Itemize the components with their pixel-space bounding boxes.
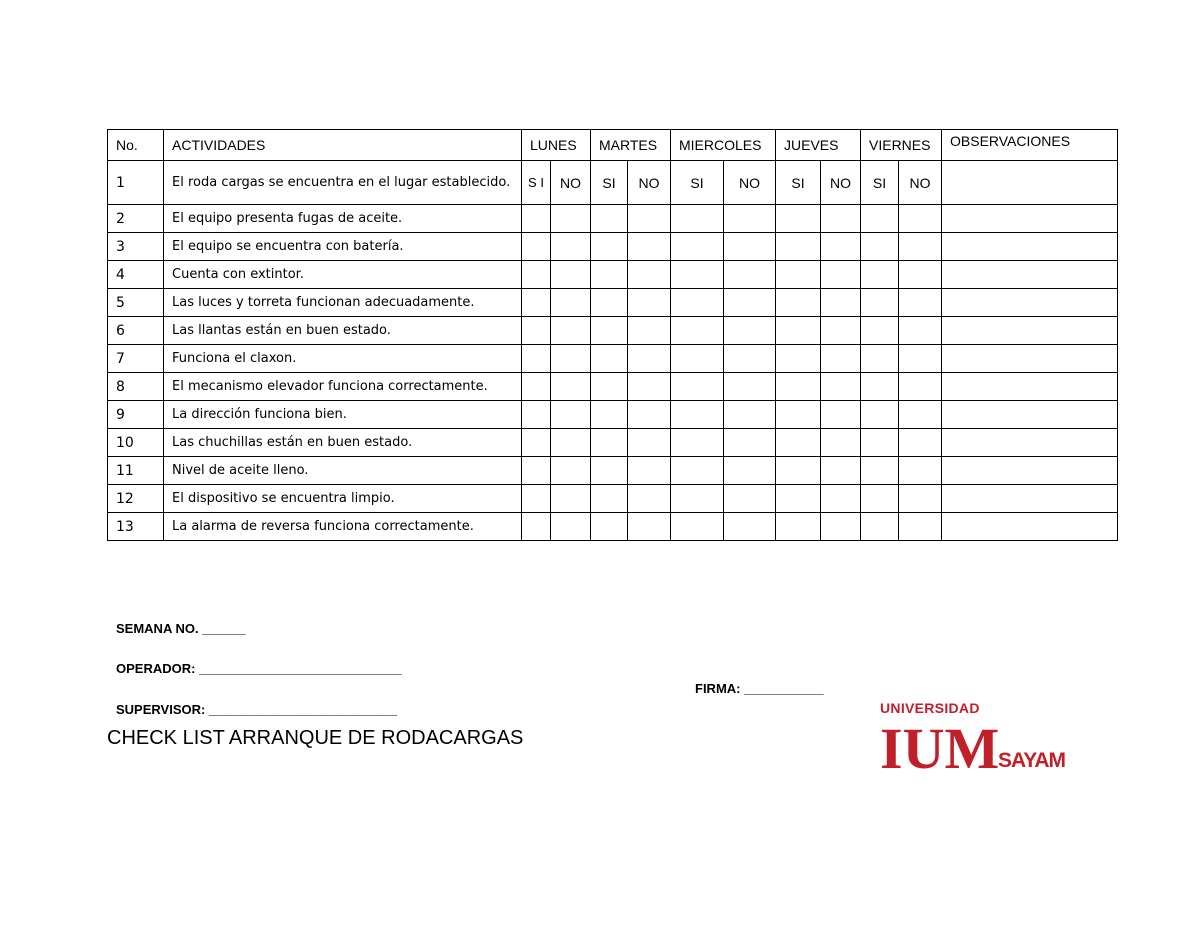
- row-number: 6: [108, 317, 164, 345]
- observation-cell[interactable]: [942, 205, 1118, 233]
- check-cell-si[interactable]: [861, 233, 899, 261]
- row-activity: El roda cargas se encuentra en el lugar establecido.: [164, 161, 522, 205]
- check-cell-no[interactable]: [821, 513, 861, 541]
- check-cell-si[interactable]: [591, 373, 628, 401]
- check-cell-no[interactable]: [628, 345, 671, 373]
- check-cell-si[interactable]: [591, 429, 628, 457]
- check-cell-no[interactable]: [821, 345, 861, 373]
- check-cell-no[interactable]: [628, 373, 671, 401]
- logo-side-text: SAYAM: [998, 749, 1065, 771]
- table-row: [108, 373, 1118, 401]
- check-cell-si[interactable]: [671, 261, 724, 289]
- table-row: [108, 317, 1118, 345]
- row-number: 12: [108, 485, 164, 513]
- check-cell-no[interactable]: [628, 289, 671, 317]
- check-cell-no[interactable]: [724, 205, 776, 233]
- row-activity: Las luces y torreta funcionan adecuadamente.: [164, 289, 522, 317]
- check-cell-si[interactable]: [591, 513, 628, 541]
- check-cell-si[interactable]: [671, 513, 724, 541]
- check-cell-si[interactable]: [591, 205, 628, 233]
- check-cell-no[interactable]: [551, 233, 591, 261]
- check-cell-no[interactable]: [551, 373, 591, 401]
- table-row: [108, 345, 1118, 373]
- check-cell-si[interactable]: [591, 261, 628, 289]
- check-cell-no[interactable]: [551, 289, 591, 317]
- check-cell-si[interactable]: [776, 205, 821, 233]
- university-logo: [880, 701, 1080, 775]
- check-cell-no[interactable]: [821, 401, 861, 429]
- row-number: 7: [108, 345, 164, 373]
- check-cell-si[interactable]: [861, 345, 899, 373]
- check-cell-no[interactable]: [551, 261, 591, 289]
- check-cell-si[interactable]: [776, 485, 821, 513]
- check-cell-si[interactable]: [522, 261, 551, 289]
- check-cell-no[interactable]: [899, 373, 942, 401]
- row-activity: El equipo presenta fugas de aceite.: [164, 205, 522, 233]
- check-cell-si[interactable]: SI: [671, 161, 724, 205]
- header-lunes: LUNES: [522, 130, 591, 161]
- row-activity: Las chuchillas están en buen estado.: [164, 429, 522, 457]
- row-number: 8: [108, 373, 164, 401]
- checklist-table: [107, 129, 1118, 541]
- check-cell-no[interactable]: [899, 485, 942, 513]
- check-cell-si[interactable]: [861, 205, 899, 233]
- table-row: [108, 261, 1118, 289]
- check-cell-si[interactable]: [776, 345, 821, 373]
- observation-cell[interactable]: [942, 401, 1118, 429]
- check-cell-si[interactable]: [776, 261, 821, 289]
- check-cell-no[interactable]: [899, 457, 942, 485]
- logo-top-text: UNIVERSIDAD: [880, 701, 980, 716]
- check-cell-si[interactable]: [522, 317, 551, 345]
- row-activity: Funciona el claxon.: [164, 345, 522, 373]
- check-cell-no[interactable]: [551, 429, 591, 457]
- check-cell-no[interactable]: [899, 205, 942, 233]
- table-row: [108, 485, 1118, 513]
- row-number: 1: [108, 161, 164, 205]
- semana-field: SEMANA NO. ______: [116, 621, 246, 636]
- check-cell-no[interactable]: NO: [628, 161, 671, 205]
- check-cell-no[interactable]: [551, 345, 591, 373]
- check-cell-si[interactable]: [776, 513, 821, 541]
- row-number: 4: [108, 261, 164, 289]
- check-cell-si[interactable]: [671, 345, 724, 373]
- row-number: 3: [108, 233, 164, 261]
- check-cell-si[interactable]: [776, 233, 821, 261]
- check-cell-no[interactable]: [551, 205, 591, 233]
- observation-cell[interactable]: [942, 345, 1118, 373]
- check-cell-si[interactable]: [776, 457, 821, 485]
- table-row: [108, 457, 1118, 485]
- check-cell-no[interactable]: [821, 457, 861, 485]
- check-cell-si[interactable]: [522, 289, 551, 317]
- check-cell-si[interactable]: [591, 345, 628, 373]
- check-cell-si[interactable]: [671, 457, 724, 485]
- check-cell-si[interactable]: [861, 485, 899, 513]
- check-cell-no[interactable]: NO: [899, 161, 942, 205]
- row-activity: Las llantas están en buen estado.: [164, 317, 522, 345]
- check-cell-si[interactable]: [861, 317, 899, 345]
- check-cell-no[interactable]: [724, 289, 776, 317]
- check-cell-si[interactable]: [591, 485, 628, 513]
- row-number: 5: [108, 289, 164, 317]
- check-cell-no[interactable]: [724, 429, 776, 457]
- check-cell-si[interactable]: [591, 289, 628, 317]
- check-cell-no[interactable]: [628, 317, 671, 345]
- check-cell-no[interactable]: [724, 457, 776, 485]
- check-cell-no[interactable]: [899, 261, 942, 289]
- check-cell-no[interactable]: [821, 429, 861, 457]
- check-cell-si[interactable]: [861, 513, 899, 541]
- observation-cell[interactable]: [942, 485, 1118, 513]
- check-cell-no[interactable]: [821, 485, 861, 513]
- check-cell-si[interactable]: [776, 317, 821, 345]
- check-cell-no[interactable]: [628, 485, 671, 513]
- header-viernes: VIERNES: [861, 130, 942, 161]
- table-row: [108, 233, 1118, 261]
- check-cell-no[interactable]: [551, 317, 591, 345]
- row-activity: La dirección funciona bien.: [164, 401, 522, 429]
- check-cell-si[interactable]: [861, 261, 899, 289]
- row-activity: Cuenta con extintor.: [164, 261, 522, 289]
- check-cell-si[interactable]: [591, 317, 628, 345]
- check-cell-no[interactable]: [899, 345, 942, 373]
- firma-field: FIRMA: ___________: [695, 681, 824, 696]
- check-cell-si[interactable]: [522, 457, 551, 485]
- check-cell-no[interactable]: [724, 373, 776, 401]
- observation-cell[interactable]: [942, 457, 1118, 485]
- observation-cell[interactable]: [942, 317, 1118, 345]
- observation-cell[interactable]: [942, 261, 1118, 289]
- check-cell-no[interactable]: [551, 401, 591, 429]
- check-cell-no[interactable]: [899, 513, 942, 541]
- check-cell-si[interactable]: [591, 233, 628, 261]
- check-cell-no[interactable]: [821, 261, 861, 289]
- check-cell-no[interactable]: [628, 261, 671, 289]
- check-cell-si[interactable]: [861, 373, 899, 401]
- check-cell-si[interactable]: SI: [591, 161, 628, 205]
- check-cell-no[interactable]: [821, 289, 861, 317]
- check-cell-no[interactable]: [628, 513, 671, 541]
- check-cell-si[interactable]: SI: [861, 161, 899, 205]
- check-cell-no[interactable]: [724, 513, 776, 541]
- check-cell-si[interactable]: [861, 429, 899, 457]
- table-row: [108, 289, 1118, 317]
- header-observaciones: OBSERVACIONES: [942, 130, 1118, 161]
- check-cell-si[interactable]: S I: [522, 161, 551, 205]
- document-title: CHECK LIST ARRANQUE DE RODACARGAS: [107, 727, 524, 749]
- row-activity: El equipo se encuentra con batería.: [164, 233, 522, 261]
- check-cell-si[interactable]: [591, 401, 628, 429]
- header-jueves: JUEVES: [776, 130, 861, 161]
- check-cell-si[interactable]: [776, 429, 821, 457]
- table-row: [108, 513, 1118, 541]
- row-activity: El mecanismo elevador funciona correctamente.: [164, 373, 522, 401]
- row-activity: El dispositivo se encuentra limpio.: [164, 485, 522, 513]
- check-cell-no[interactable]: [724, 485, 776, 513]
- check-cell-no[interactable]: [821, 373, 861, 401]
- check-cell-no[interactable]: [821, 317, 861, 345]
- check-cell-si[interactable]: [671, 429, 724, 457]
- row-number: 2: [108, 205, 164, 233]
- check-cell-si[interactable]: [591, 457, 628, 485]
- check-cell-si[interactable]: [522, 373, 551, 401]
- check-cell-si[interactable]: [776, 289, 821, 317]
- check-cell-si[interactable]: [776, 401, 821, 429]
- check-cell-no[interactable]: NO: [551, 161, 591, 205]
- check-cell-no[interactable]: [899, 429, 942, 457]
- check-cell-no[interactable]: [899, 289, 942, 317]
- check-cell-si[interactable]: [671, 205, 724, 233]
- check-cell-no[interactable]: [724, 233, 776, 261]
- row-number: 9: [108, 401, 164, 429]
- check-cell-no[interactable]: NO: [724, 161, 776, 205]
- check-cell-no[interactable]: NO: [821, 161, 861, 205]
- operador-field: OPERADOR: ____________________________: [116, 661, 402, 676]
- check-cell-si[interactable]: [522, 345, 551, 373]
- observation-cell[interactable]: [942, 161, 1118, 205]
- check-cell-no[interactable]: [628, 429, 671, 457]
- check-cell-no[interactable]: [724, 345, 776, 373]
- observation-cell[interactable]: [942, 233, 1118, 261]
- check-cell-no[interactable]: [551, 513, 591, 541]
- logo-main-text: IUM: [880, 716, 1000, 771]
- check-cell-no[interactable]: [821, 233, 861, 261]
- check-cell-no[interactable]: [821, 205, 861, 233]
- check-cell-si[interactable]: [671, 401, 724, 429]
- check-cell-si[interactable]: [671, 485, 724, 513]
- check-cell-si[interactable]: [522, 233, 551, 261]
- check-cell-si[interactable]: [522, 485, 551, 513]
- check-cell-no[interactable]: [899, 317, 942, 345]
- row-activity: Nivel de aceite lleno.: [164, 457, 522, 485]
- check-cell-no[interactable]: [551, 457, 591, 485]
- check-cell-si[interactable]: [861, 401, 899, 429]
- check-cell-no[interactable]: [724, 261, 776, 289]
- observation-cell[interactable]: [942, 289, 1118, 317]
- check-cell-si[interactable]: [671, 317, 724, 345]
- check-cell-no[interactable]: [551, 485, 591, 513]
- observation-cell[interactable]: [942, 513, 1118, 541]
- row-number: 10: [108, 429, 164, 457]
- check-cell-si[interactable]: [522, 205, 551, 233]
- table-row: [108, 401, 1118, 429]
- check-cell-si[interactable]: [861, 457, 899, 485]
- table-row: [108, 205, 1118, 233]
- check-cell-si[interactable]: SI: [776, 161, 821, 205]
- check-cell-si[interactable]: [522, 401, 551, 429]
- supervisor-field: SUPERVISOR: __________________________: [116, 702, 397, 717]
- header-martes: MARTES: [591, 130, 671, 161]
- check-cell-no[interactable]: [628, 205, 671, 233]
- header-miercoles: MIERCOLES: [671, 130, 776, 161]
- table-row: [108, 161, 1118, 205]
- observation-cell[interactable]: [942, 373, 1118, 401]
- table-row: [108, 429, 1118, 457]
- check-cell-si[interactable]: [671, 233, 724, 261]
- check-cell-si[interactable]: [776, 373, 821, 401]
- check-cell-si[interactable]: [671, 289, 724, 317]
- row-number: 13: [108, 513, 164, 541]
- check-cell-no[interactable]: [724, 317, 776, 345]
- observation-cell[interactable]: [942, 429, 1118, 457]
- check-cell-si[interactable]: [671, 373, 724, 401]
- row-activity: La alarma de reversa funciona correctamente.: [164, 513, 522, 541]
- check-cell-no[interactable]: [628, 233, 671, 261]
- check-cell-si[interactable]: [861, 289, 899, 317]
- check-cell-no[interactable]: [628, 457, 671, 485]
- header-actividades: ACTIVIDADES: [164, 130, 522, 161]
- check-cell-no[interactable]: [724, 401, 776, 429]
- check-cell-no[interactable]: [899, 233, 942, 261]
- check-cell-si[interactable]: [522, 513, 551, 541]
- header-no: No.: [108, 130, 164, 161]
- check-cell-no[interactable]: [899, 401, 942, 429]
- check-cell-si[interactable]: [522, 429, 551, 457]
- check-cell-no[interactable]: [628, 401, 671, 429]
- row-number: 11: [108, 457, 164, 485]
